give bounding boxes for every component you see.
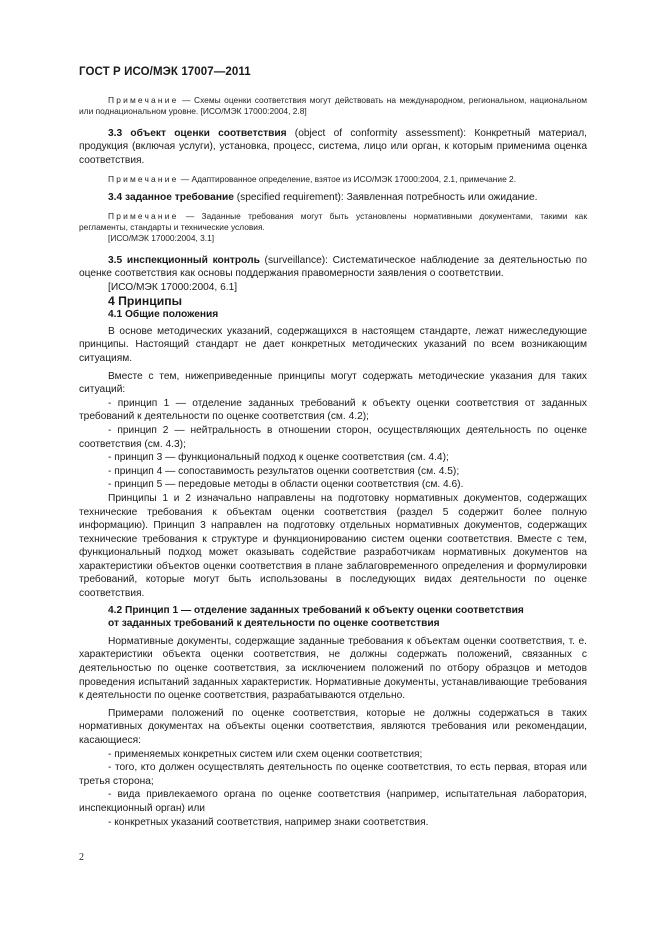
term-number: 3.3 <box>108 127 123 139</box>
subsection-heading: 4.1 Общие положения <box>108 309 219 321</box>
list-item: - вида привлекаемого органа по оценке соответствия (например, испытательная лаборатория, инспекционный орган) или <box>79 789 587 814</box>
section-heading: 4 Принципы <box>108 293 182 308</box>
note-label: Примечание <box>108 95 179 105</box>
term-3-5 <box>79 254 587 281</box>
list-item: - принцип 5 — передовые методы в области оценки соответствия (см. 4.6). <box>108 479 464 491</box>
paragraph: Принципы 1 и 2 изначально направлены на подготовку нормативных документов, содержащих технические требования к объектам оценки соответствия (раздел 5 содержит более полную информацию). Принцип 3 направлен на подготовку отдельных нормативных документов, содержащих технические требования к структуре и функционированию систем оценки соответствия. Вместе с тем, функциональный подход может оказывать содействие разработчикам нормативных документов на характеристики объектов оценки соответствия в плане заблаговременного определения и формулировки требований, которые могут быть использованы в последующих видах деятельности по оценке соответствия. <box>79 492 587 600</box>
paragraph: Нормативные документы, содержащие заданные требования к объектам оценки соответствия, т. е. характеристики объекта оценки соответствия, не должны содержать положений, связанных с деятельностью по оценке соответствия, за исключением положений по отбору образцов и методов проведения испытаний заданных характеристик. Нормативные документы, устанавливающие требования к деятельности по оценке соответствия, разрабатываются отдельно. <box>79 635 587 702</box>
note-reference: [ИСО/МЭК 17000:2004, 3.1] <box>108 233 215 244</box>
note-paragraph <box>79 174 587 185</box>
term-3-4 <box>79 191 587 205</box>
paragraph: Примерами положений по оценке соответствия, которые не должны содержаться в таких нормативных документах на объекты оценки соответствия, являются требования или рекомендации, касающиеся: <box>79 707 587 746</box>
page-content <box>79 95 587 829</box>
term-number: 3.4 <box>108 192 123 203</box>
term-name: инспекционный контроль <box>126 254 260 266</box>
list-item: - принцип 3 — функциональный подход к оценке соответствия (см. 4.4); <box>108 452 449 464</box>
paragraph: В основе методических указаний, содержащихся в настоящем стандарте, лежат нижеследующие принципы. Настоящий стандарт не дает конкретных методических указаний по всем возникающим ситуациям. <box>79 325 587 364</box>
term-number: 3.5 <box>108 254 123 266</box>
note-label: Примечание <box>108 210 179 221</box>
term-reference: [ИСО/МЭК 17000:2004, 6.1] <box>108 282 238 293</box>
paragraph: Вместе с тем, нижеприведенные принципы могут содержать методические указания для таких ситуаций: <box>79 370 587 396</box>
note-label: Примечание <box>108 173 179 184</box>
subsection-heading-cont: от заданных требований к деятельности по оценке соответствия <box>108 618 440 630</box>
note-text: — Схемы оценки соответствия могут действовать на международном, региональном, национальном или поднациональном уровне. [ИСО/МЭК 17000:2004, 2.8] <box>79 95 587 117</box>
term-name: объект оценки соответствия <box>130 127 287 139</box>
list-item: - конкретных указаний соответствия, например знаки соответствия. <box>108 816 429 828</box>
list-item: - принцип 2 — нейтральность в отношении сторон, осуществляющих деятельность по оценке соответствия (см. 4.3); <box>79 424 587 450</box>
note-paragraph <box>79 211 587 234</box>
list-item: - того, кто должен осуществлять деятельность по оценке соответствия, то есть первая, вторая или третья сторона; <box>79 762 587 787</box>
note-text: — Заданные требования могут быть установлены нормативными документами, такими как регламенты, стандарты и технические условия. <box>79 210 587 232</box>
term-definition: (surveillance): Систематическое наблюдение за деятельностью по оценке соответствия как основы поддержания правомерности заявления о соответствии. <box>79 254 587 280</box>
page-header: ГОСТ Р ИСО/МЭК 17007—2011 <box>79 66 251 78</box>
term-definition: (specified requirement): Заявленная потребность или ожидание. <box>233 192 538 203</box>
term-3-3 <box>79 127 587 168</box>
list-item: - применяемых конкретных систем или схем оценки соответствия; <box>108 748 423 760</box>
note-paragraph <box>79 95 587 118</box>
term-name: заданное требование <box>125 192 234 203</box>
term-definition: (object of conformity assessment): Конкретный материал, продукция (включая услуги), установка, процесс, система, лицо или орган, к которым применима оценка соответствия. <box>79 127 587 166</box>
list-item: - принцип 4 — сопоставимость результатов оценки соответствия (см. 4.5); <box>108 465 460 477</box>
list-item: - принцип 1 — отделение заданных требований к объекту оценки соответствия от заданных требований к деятельности по оценке соответствия (см. 4.2); <box>79 397 587 423</box>
subsection-heading: 4.2 Принцип 1 — отделение заданных требований к объекту оценки соответствия <box>108 604 524 616</box>
note-text: — Адаптированное определение, взятое из ИСО/МЭК 17000:2004, 2.1, примечание 2. <box>178 173 517 184</box>
page-number: 2 <box>79 852 84 863</box>
